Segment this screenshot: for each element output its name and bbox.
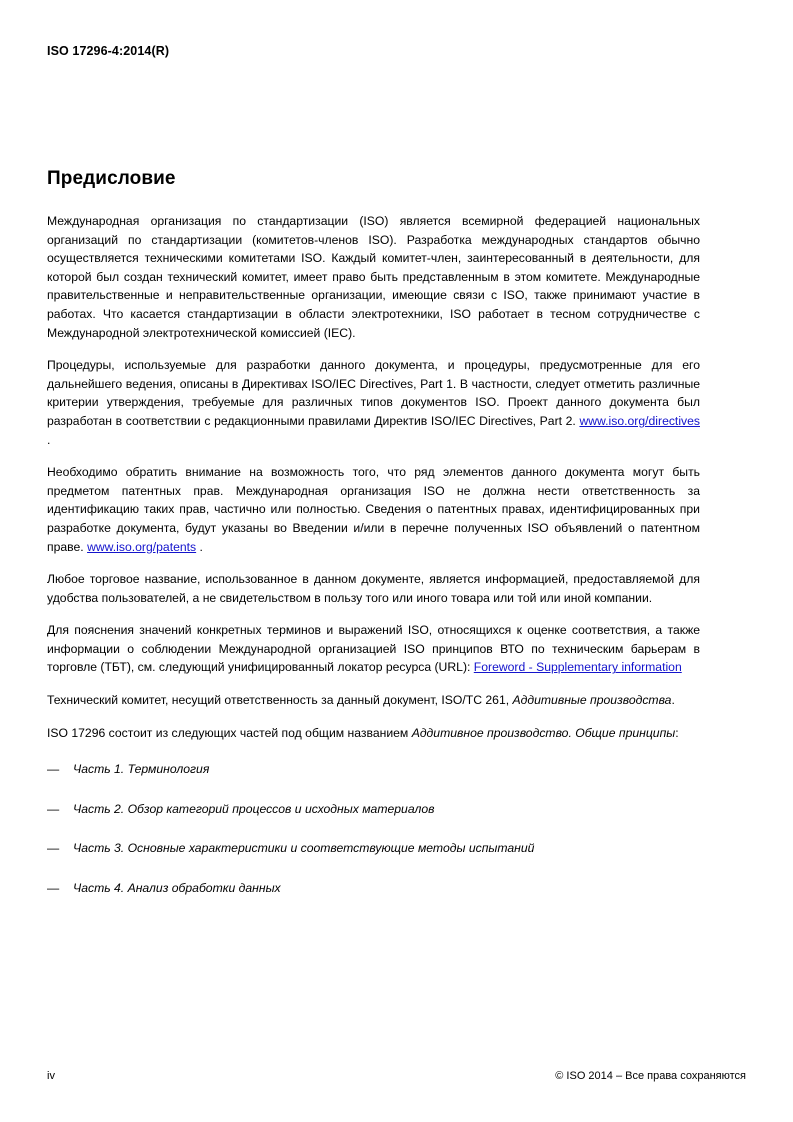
- paragraph-parts-intro: [47, 724, 700, 743]
- paragraph-technical-committee-tail: .: [671, 693, 675, 708]
- paragraph-patent-rights-text: Необходимо обратить внимание на возможность того, что ряд элементов данного документа могут быть предметом патентных прав. Международная организация ISO не должна нести ответственность за идентификацию таких прав, частично или полностью. Сведения о патентных правах, идентифицированных при разработке документа, будут указаны во Введении и/или в перечне полученных ISO объявлений о патентном праве.: [47, 465, 700, 554]
- copyright-notice: © ISO 2014 – Все права сохраняются: [555, 1070, 746, 1082]
- dash-marker-icon: —: [47, 841, 60, 856]
- document-content: [47, 168, 700, 919]
- paragraph-conformity-assessment: [47, 621, 700, 677]
- document-header-id: ISO 17296-4:2014(R): [47, 44, 170, 58]
- list-item: [47, 800, 700, 819]
- list-item-label: Часть 2. Обзор категорий процессов и исходных материалов: [73, 801, 435, 816]
- paragraph-technical-committee: [47, 691, 700, 710]
- list-item-label: Часть 3. Основные характеристики и соответствующие методы испытаний: [73, 841, 535, 856]
- paragraph-parts-intro-text: ISO 17296 состоит из следующих частей под общим названием: [47, 725, 412, 740]
- page-number: iv: [47, 1070, 55, 1082]
- list-item: [47, 760, 700, 779]
- list-item: [47, 879, 700, 898]
- page-footer: [47, 1070, 746, 1086]
- paragraph-procedures-text: Процедуры, используемые для разработки данного документа, и процедуры, предусмотренные для его дальнейшего ведения, описаны в Директивах ISO/IEC Directives, Part 1. В частности, следует отметить различные критерии утверждения, требуемые для различных типов документов ISO. Проект данного документа был разработан в соответствии с редакционными правилами Директив ISO/IEC Directives, Part 2.: [47, 358, 700, 428]
- technical-committee-title: Аддитивные производства: [512, 693, 672, 708]
- paragraph-trade-names: Любое торговое название, использованное в данном документе, является информацией, предоставляемой для удобства пользователей, а не свидетельством в пользу того или иного товара или той или иной компании.: [47, 572, 700, 605]
- paragraph-conformity-text: Для пояснения значений конкретных терминов и выражений ISO, относящихся к оценке соответствия, а также информации о соблюдении Международной организацией ISO принципов ВТО по техническим барьерам в торговле (ТБТ), см. следующий унифицированный локатор ресурса (URL):: [47, 623, 700, 675]
- dash-marker-icon: —: [47, 801, 60, 816]
- link-iso-patents[interactable]: www.iso.org/patents: [87, 539, 197, 554]
- list-item: [47, 839, 700, 858]
- paragraph-iso-description: Международная организация по стандартизации (ISO) является всемирной федерацией национальных организаций по стандартизации (комитетов-членов ISO). Разработка международных стандартов обычно осуществляется техническими комитетами ISO. Каждый комитет-член, заинтересованный в деятельности, для которой был создан технический комитет, имеет право быть представленным в этом комитете. Международные правительственные и неправительственные организации, имеющие связи с ISO, также принимают участие в работах. Что касается стандартизации в области электротехники, ISO работает в тесном сотрудничестве с Международной электротехнической комиссией (IEC).: [47, 214, 700, 340]
- paragraph-technical-committee-text: Технический комитет, несущий ответственность за данный документ, ISO/TC 261,: [47, 693, 513, 708]
- standard-common-title: Аддитивное производство. Общие принципы: [411, 725, 676, 740]
- page-title: Предисловие: [47, 168, 176, 189]
- list-item-label: Часть 4. Анализ обработки данных: [73, 881, 281, 896]
- paragraph-parts-intro-tail: :: [675, 725, 679, 740]
- paragraph-patent-rights: [47, 463, 700, 556]
- link-foreword-supplementary-information[interactable]: Foreword - Supplementary information: [473, 660, 682, 675]
- dash-marker-icon: —: [47, 762, 60, 777]
- paragraph-patent-rights-tail: .: [199, 539, 203, 554]
- paragraph-procedures: [47, 356, 700, 449]
- paragraph-procedures-tail: .: [47, 432, 51, 447]
- link-iso-directives[interactable]: www.iso.org/directives: [579, 413, 700, 428]
- list-item-label: Часть 1. Терминология: [73, 762, 210, 777]
- dash-marker-icon: —: [47, 881, 60, 896]
- parts-list: [47, 760, 700, 897]
